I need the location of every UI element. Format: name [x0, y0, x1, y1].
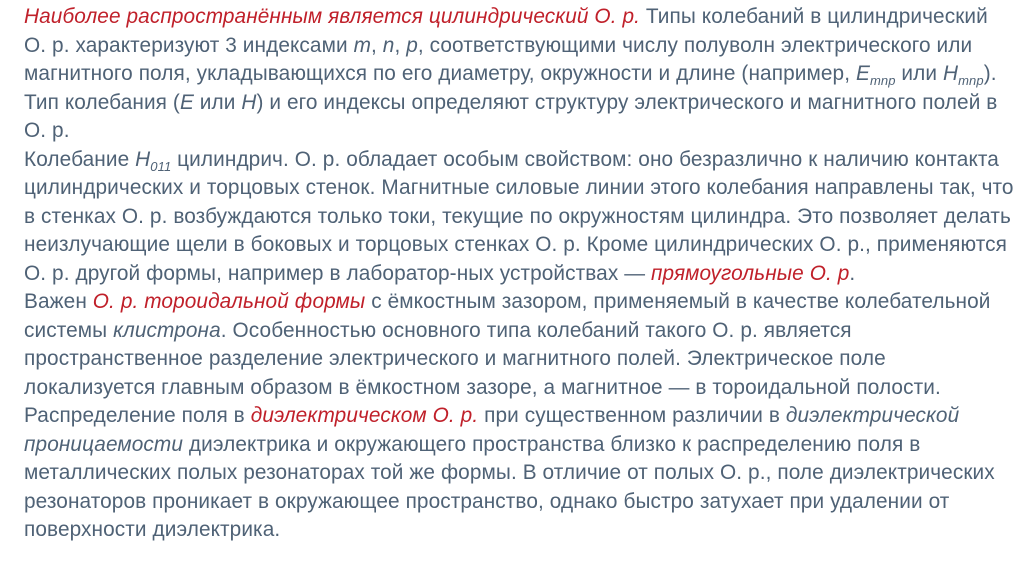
text: Колебание — [24, 147, 136, 171]
subscript-mnp: mnp — [958, 73, 984, 88]
term-klystron: клистрона — [113, 318, 221, 342]
link-dielectric-resonator[interactable]: диэлектрическом О. р. — [250, 404, 479, 427]
text: с ёмкостным зазором, применяемый в качестве колебательной системы — [24, 290, 991, 342]
text: , — [371, 33, 383, 57]
index-p: p — [406, 33, 418, 57]
link-toroidal-resonator[interactable]: О. р. тороидальной формы — [92, 290, 366, 313]
text: Типы колебаний в цилиндрический О. р. характеризуют 3 индексами — [24, 5, 988, 57]
text: при существенном различии в — [478, 404, 786, 427]
text: Важен — [24, 290, 93, 313]
symbol-h: H — [135, 147, 151, 171]
text: , соответствующими числу полуволн электрического или магнитного поля, укладывающихся по его диаметру, окружности и длине (например, — [24, 33, 973, 85]
index-n: n — [382, 33, 395, 57]
paragraph-cylindrical-resonator — [24, 3, 1014, 146]
symbol-h: H — [241, 90, 257, 114]
text: цилиндрич. О. р. обладает особым свойством: оно безразлично к наличию контакта цилиндрических и торцовых стенок. Магнитные силовые линии этого колебания направлены так, что в стенках О. р. возбуждаются только токи, текущие по окружностям цилиндра. Это позволяет делать неизлучающие щели в боковых и торцовых стенках О. р. Кроме цилиндрических О. р., применяются О. р. другой формы, например в лаборатор-ных устройствах — — [24, 147, 1014, 285]
term-dielectric-permittivity: диэлектрической проницаемости — [24, 404, 960, 456]
paragraph-h011-mode — [24, 146, 1014, 289]
paragraph-toroidal-resonator — [24, 288, 1014, 545]
link-rectangular-resonators[interactable]: прямоугольные О. р — [651, 261, 850, 285]
text: . — [849, 261, 856, 285]
text: , — [394, 33, 407, 57]
text: ). Тип колебания ( — [24, 62, 997, 114]
symbol-e: E — [179, 90, 194, 114]
highlight-cylindrical-resonator[interactable]: Наиболее распространённым является цилиндрический О. р. — [24, 5, 641, 28]
symbol-h: H — [942, 62, 959, 85]
subscript-011: 011 — [150, 158, 172, 174]
subscript-mnp: mnp — [869, 73, 896, 88]
text: ) и его индексы определяют структуру электрического и магнитного полей в О. р. — [24, 90, 998, 142]
text: . Особенностью основного типа колебаний такого О. р. является пространственное разделение электрического и магнитного полей. Электрическое поле локализуется главным образом в ёмкостном зазоре, а магнитное — в тороидальной полости. Распределение поля в — [24, 318, 941, 427]
text: диэлектрика и окружающего пространства близко к распределению поля в металлических полых резонаторах той же формы. В отличие от полых О. р., поле диэлектрических резонаторов проникает в окружающее пространство, однако быстро затухает при удалении от поверхности диэлектрика. — [24, 432, 995, 541]
symbol-e: E — [855, 62, 870, 85]
text: или — [895, 62, 943, 85]
text: или — [193, 90, 242, 114]
index-m: m — [353, 33, 372, 57]
